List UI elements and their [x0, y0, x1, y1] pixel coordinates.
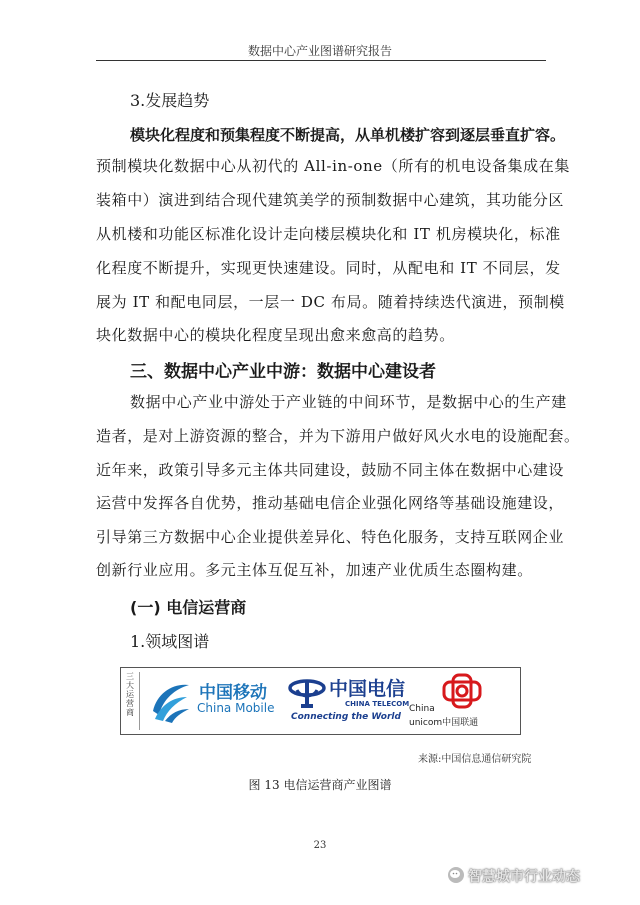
section-three-heading: 三、数据中心产业中游：数据中心建设者 [130, 362, 436, 382]
paragraph-line: 装箱中）演进到结合现代建筑美学的预制数据中心建筑，其功能分区 [96, 191, 565, 209]
china-unicom-knot-icon [439, 672, 485, 710]
china-mobile-english: China Mobile [197, 701, 275, 715]
china-unicom-prefix: China [409, 704, 435, 714]
paragraph-line: 展为 IT 和配电同层，一层一 DC 布局。随着持续迭代演进，预制模 [96, 293, 565, 311]
bold-lead: 模块化程度和预集程度不断提高，从单机楼扩容到逐层垂直扩容。 [130, 126, 566, 144]
subsection-heading: (一) 电信运营商 [130, 598, 247, 617]
paragraph-line: 运营中发挥各自优势，推动基础电信企业强化网络等基础设施建设， [96, 494, 565, 512]
side-label: 三大运营商 [126, 672, 134, 717]
figure-source: 来源:中国信息通信研究院 [418, 754, 532, 765]
paragraph-line: 数据中心产业中游处于产业链的中间环节，是数据中心的生产建 [130, 393, 567, 411]
paragraph-line: 块化数据中心的模块化程度呈现出愈来愈高的趋势。 [96, 326, 455, 344]
paragraph-line: 造者，是对上游资源的整合，并为下游用户做好风火水电的设施配套。 [96, 427, 580, 445]
operator-logo-banner [120, 667, 521, 735]
paragraph-line: 预制模块化数据中心从初代的 All-in-one（所有的机电设备集成在集 [96, 157, 570, 175]
paragraph-line: 从机楼和功能区标准化设计走向楼层模块化和 IT 机房模块化，标准 [96, 225, 561, 243]
side-divider [139, 672, 140, 730]
running-header: 数据中心产业图谱研究报告 [247, 44, 392, 58]
china-mobile-name: 中国移动 [199, 683, 267, 703]
figure-caption: 图 13 电信运营商产业图谱 [248, 778, 392, 792]
page-number: 23 [313, 840, 327, 851]
china-mobile-logo-icon [145, 675, 195, 725]
section-3-heading: 3.发展趋势 [130, 91, 210, 110]
china-telecom-logo-icon [287, 676, 327, 710]
paragraph-line: 引导第三方数据中心企业提供差异化、特色化服务，支持互联网企业 [96, 528, 565, 546]
wechat-icon [447, 866, 465, 884]
china-telecom-slogan: Connecting the World [291, 712, 401, 722]
paragraph-line: 化程度不断提升，实现更快速建设。同时，从配电和 IT 不同层，发 [96, 259, 561, 277]
header-rule [96, 60, 546, 61]
china-telecom-english: CHINA TELECOM [345, 700, 410, 708]
paragraph-line: 创新行业应用。多元主体互促互补，加速产业优质生态圈构建。 [96, 561, 533, 579]
paragraph-line: 近年来，政策引导多元主体共同建设，鼓励不同主体在数据中心建设 [96, 461, 565, 479]
sub-heading: 1.领域图谱 [130, 632, 210, 651]
watermark-text: 智慧城市行业动态 [468, 869, 580, 885]
china-unicom-name: unicom中国联通 [409, 718, 479, 728]
china-telecom-name: 中国电信 [329, 678, 406, 700]
